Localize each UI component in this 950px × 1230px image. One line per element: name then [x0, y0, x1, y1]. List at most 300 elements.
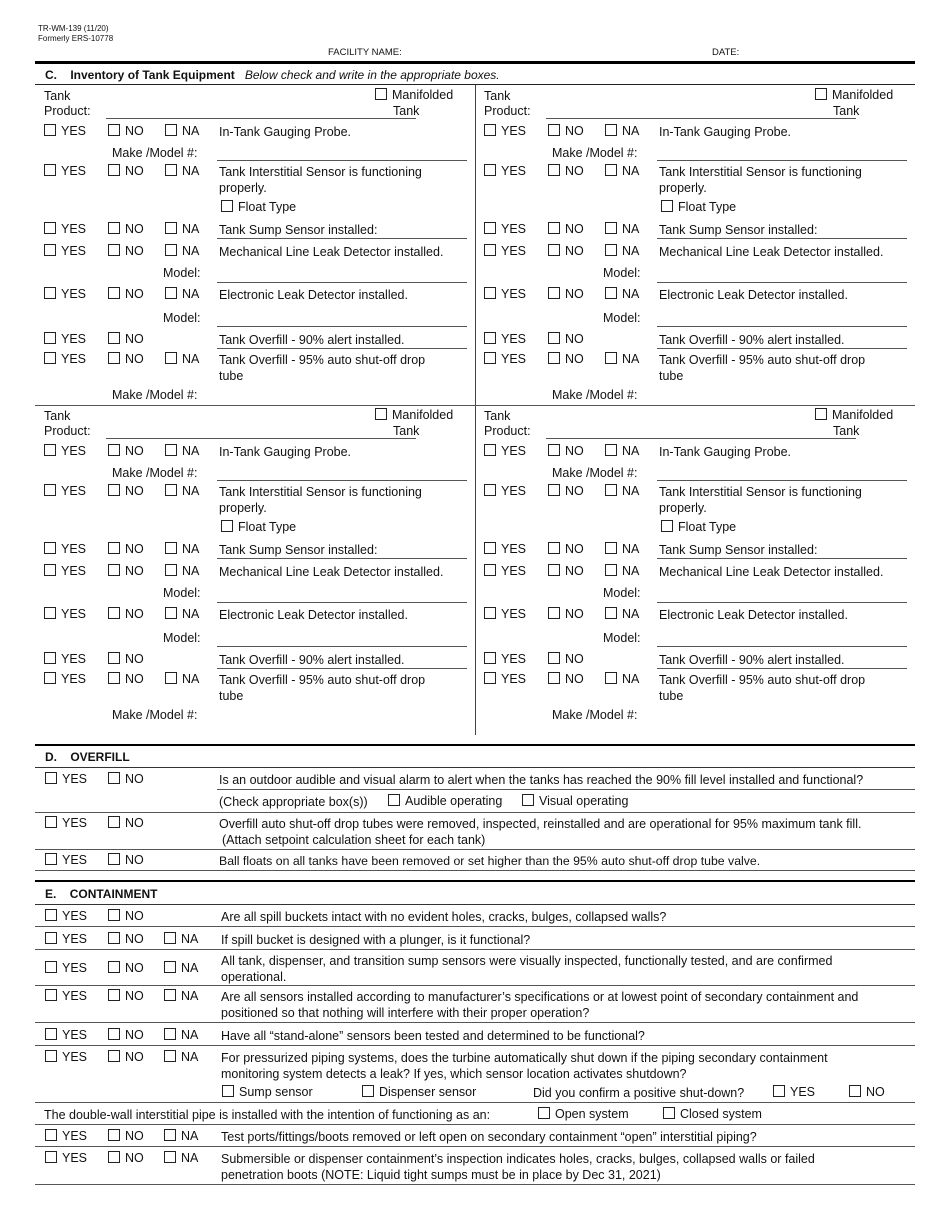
tank1-float-type-checkbox[interactable]: Float Type — [221, 200, 296, 214]
tank4-probe-na[interactable]: NA — [605, 444, 639, 458]
tank1-mech-line — [217, 282, 467, 283]
tank3-sump-na[interactable]: NA — [165, 542, 199, 556]
checkbox[interactable] — [108, 287, 120, 299]
e6-dispenser-sensor[interactable]: Dispenser sensor — [362, 1085, 476, 1099]
checkbox[interactable] — [164, 1129, 176, 1141]
tank3-overfill90-question: Tank Overfill - 90% alert installed. — [219, 653, 405, 667]
tank2-overfill95-line2: tube — [659, 369, 684, 383]
checkbox[interactable] — [45, 909, 57, 921]
checkbox[interactable] — [548, 164, 560, 176]
checkbox[interactable] — [548, 564, 560, 576]
checkbox[interactable] — [548, 607, 560, 619]
tank1-interstitial-na[interactable]: NA — [165, 164, 199, 178]
checkbox[interactable] — [44, 287, 56, 299]
checkbox[interactable] — [44, 484, 56, 496]
checkbox[interactable] — [108, 652, 120, 664]
tank2-mech-line — [657, 282, 907, 283]
tank4-sump-no[interactable]: NO — [548, 542, 584, 556]
checkbox[interactable] — [44, 332, 56, 344]
checkbox[interactable] — [165, 444, 177, 456]
checkbox[interactable] — [222, 1085, 234, 1097]
tank2-sump-line — [657, 238, 907, 239]
column-divider — [475, 85, 476, 735]
d2-no[interactable]: NO — [108, 816, 144, 830]
tank2-overfill90-no[interactable]: NO — [548, 332, 584, 346]
tank3-overfill95-yes[interactable]: YES — [44, 672, 86, 686]
tank2-elec-yes[interactable]: YES — [484, 287, 526, 301]
checkbox[interactable] — [522, 794, 534, 806]
checkbox[interactable] — [164, 932, 176, 944]
tank4-sump-line — [657, 558, 907, 559]
d1-yes[interactable]: YES — [45, 772, 87, 786]
checkbox[interactable] — [484, 124, 496, 136]
tank2-interstitial-no[interactable]: NO — [548, 164, 584, 178]
d1-audible[interactable]: Audible operating — [388, 794, 502, 808]
checkbox[interactable] — [165, 484, 177, 496]
checkbox[interactable] — [45, 1028, 57, 1040]
checkbox[interactable] — [108, 542, 120, 554]
checkbox[interactable] — [605, 164, 617, 176]
tank2-probe-yes[interactable]: YES — [484, 124, 526, 138]
tank4-manifolded-checkbox[interactable]: Manifolded — [815, 408, 893, 422]
tank3-sump-line — [217, 558, 467, 559]
tank3-mech-model-label: Model: — [163, 586, 201, 600]
checkbox[interactable] — [548, 287, 560, 299]
tank1-probe-na[interactable]: NA — [165, 124, 199, 138]
e6-yes[interactable]: YES — [45, 1050, 87, 1064]
checkbox[interactable] — [605, 444, 617, 456]
checkbox[interactable] — [484, 564, 496, 576]
checkbox[interactable] — [108, 1129, 120, 1141]
checkbox[interactable] — [44, 672, 56, 684]
tank2-elec-na[interactable]: NA — [605, 287, 639, 301]
tank2-elec-question: Electronic Leak Detector installed. — [659, 288, 848, 302]
checkbox[interactable] — [605, 672, 617, 684]
checkbox[interactable] — [815, 88, 827, 100]
tank4-overfill90-yes[interactable]: YES — [484, 652, 526, 666]
tank4-elec-no[interactable]: NO — [548, 607, 584, 621]
tank1-elec-na[interactable]: NA — [165, 287, 199, 301]
checkbox[interactable] — [44, 222, 56, 234]
e7-na[interactable]: NA — [164, 1129, 198, 1143]
e1-question: Are all spill buckets intact with no evident holes, cracks, bulges, collapsed walls? — [221, 910, 667, 924]
checkbox[interactable] — [165, 124, 177, 136]
d-row-rule — [35, 849, 915, 850]
checkbox[interactable] — [605, 222, 617, 234]
checkbox[interactable] — [164, 961, 176, 973]
tank1-overfill95-na[interactable]: NA — [165, 352, 199, 366]
checkbox[interactable] — [548, 124, 560, 136]
checkbox[interactable] — [108, 484, 120, 496]
tank3-probe-na[interactable]: NA — [165, 444, 199, 458]
e1-yes[interactable]: YES — [45, 909, 87, 923]
tank4-overfill95-na[interactable]: NA — [605, 672, 639, 686]
checkbox[interactable] — [44, 542, 56, 554]
tank2-overfill90-yes[interactable]: YES — [484, 332, 526, 346]
checkbox[interactable] — [538, 1107, 550, 1119]
tank2-interstitial-question: Tank Interstitial Sensor is functioning — [659, 165, 862, 179]
checkbox[interactable] — [165, 564, 177, 576]
checkbox[interactable] — [108, 564, 120, 576]
tank4-mech-yes[interactable]: YES — [484, 564, 526, 578]
e7-no[interactable]: NO — [108, 1129, 144, 1143]
d2-yes[interactable]: YES — [45, 816, 87, 830]
tank1-manifolded-checkbox[interactable]: Manifolded — [375, 88, 453, 102]
checkbox[interactable] — [44, 444, 56, 456]
e6-sump-sensor[interactable]: Sump sensor — [222, 1085, 313, 1099]
tank1-mech-question: Mechanical Line Leak Detector installed. — [219, 245, 444, 259]
checkbox[interactable] — [484, 607, 496, 619]
checkbox[interactable] — [773, 1085, 785, 1097]
tank2-elec-no[interactable]: NO — [548, 287, 584, 301]
tank4-interstitial-yes[interactable]: YES — [484, 484, 526, 498]
checkbox[interactable] — [108, 909, 120, 921]
checkbox[interactable] — [108, 222, 120, 234]
tank1-interstitial-no[interactable]: NO — [108, 164, 144, 178]
checkbox[interactable] — [849, 1085, 861, 1097]
tank4-overfill95-no[interactable]: NO — [548, 672, 584, 686]
e2-na[interactable]: NA — [164, 932, 198, 946]
checkbox[interactable] — [108, 124, 120, 136]
tank1-probe-yes[interactable]: YES — [44, 124, 86, 138]
checkbox[interactable] — [221, 520, 233, 532]
tank3-probe-question: In-Tank Gauging Probe. — [219, 445, 352, 459]
checkbox[interactable] — [45, 1129, 57, 1141]
checkbox[interactable] — [605, 124, 617, 136]
checkbox[interactable] — [484, 444, 496, 456]
tank4-probe-line — [657, 480, 907, 481]
checkbox[interactable] — [45, 989, 57, 1001]
checkbox[interactable] — [484, 542, 496, 554]
tank1-sump-na[interactable]: NA — [165, 222, 199, 236]
checkbox[interactable] — [108, 444, 120, 456]
e4-yes[interactable]: YES — [45, 989, 87, 1003]
d3-yes[interactable]: YES — [45, 853, 87, 867]
checkbox[interactable] — [45, 961, 57, 973]
e6-confirm-no[interactable]: NO — [849, 1085, 885, 1099]
tank4-probe-question: In-Tank Gauging Probe. — [659, 445, 792, 459]
tank3-overfill90-yes[interactable]: YES — [44, 652, 86, 666]
e6-confirm-yes[interactable]: YES — [773, 1085, 815, 1099]
checkbox[interactable] — [164, 1028, 176, 1040]
tank4-elec-yes[interactable]: YES — [484, 607, 526, 621]
tank1-overfill95-line2: tube — [219, 369, 244, 383]
checkbox[interactable] — [548, 672, 560, 684]
tank4-float-type-checkbox[interactable]: Float Type — [661, 520, 736, 534]
tank4-interstitial-no[interactable]: NO — [548, 484, 584, 498]
tank3-mech-line — [217, 602, 467, 603]
checkbox[interactable] — [108, 961, 120, 973]
d1-visual[interactable]: Visual operating — [522, 794, 628, 808]
e-row-rule — [35, 1102, 915, 1103]
checkbox[interactable] — [45, 816, 57, 828]
checkbox[interactable] — [663, 1107, 675, 1119]
tank4-overfill90-no[interactable]: NO — [548, 652, 584, 666]
e4-na[interactable]: NA — [164, 989, 198, 1003]
checkbox[interactable] — [605, 484, 617, 496]
checkbox[interactable] — [108, 816, 120, 828]
tank3-overfill95-na[interactable]: NA — [165, 672, 199, 686]
checkbox[interactable] — [108, 1151, 120, 1163]
tank3-interstitial-na[interactable]: NA — [165, 484, 199, 498]
tank3-mech-na[interactable]: NA — [165, 564, 199, 578]
checkbox[interactable] — [165, 164, 177, 176]
checkbox[interactable] — [362, 1085, 374, 1097]
tank4-tank-label: Tank — [484, 409, 511, 423]
checkbox[interactable] — [45, 772, 57, 784]
tank3-overfill90-no[interactable]: NO — [108, 652, 144, 666]
tank2-elec-model-label: Model: — [603, 311, 641, 325]
tank3-sump-no[interactable]: NO — [108, 542, 144, 556]
tank1-overfill95-question: Tank Overfill - 95% auto shut-off drop — [219, 353, 426, 367]
checkbox[interactable] — [108, 853, 120, 865]
checkbox[interactable] — [548, 332, 560, 344]
checkbox[interactable] — [484, 164, 496, 176]
checkbox[interactable] — [605, 352, 617, 364]
section-e-top-rule — [35, 880, 915, 882]
checkbox[interactable] — [164, 989, 176, 1001]
e5-yes[interactable]: YES — [45, 1028, 87, 1042]
tank1-probe-no[interactable]: NO — [108, 124, 144, 138]
checkbox[interactable] — [548, 244, 560, 256]
checkbox[interactable] — [605, 244, 617, 256]
checkbox[interactable] — [44, 244, 56, 256]
checkbox[interactable] — [45, 932, 57, 944]
tank1-elec-line — [217, 326, 467, 327]
checkbox[interactable] — [484, 244, 496, 256]
e8-yes[interactable]: YES — [45, 1151, 87, 1165]
tank1-elec-no[interactable]: NO — [108, 287, 144, 301]
tank3-product-label: Product: — [44, 424, 91, 438]
checkbox[interactable] — [108, 164, 120, 176]
tank1-mech-yes[interactable]: YES — [44, 244, 86, 258]
checkbox[interactable] — [45, 853, 57, 865]
tank2-product-line — [546, 118, 856, 119]
checkbox[interactable] — [164, 1050, 176, 1062]
e3-na[interactable]: NA — [164, 961, 198, 975]
tank3-elec-na[interactable]: NA — [165, 607, 199, 621]
e3-yes[interactable]: YES — [45, 961, 87, 975]
e5-na[interactable]: NA — [164, 1028, 198, 1042]
checkbox[interactable] — [44, 652, 56, 664]
tank3-probe-yes[interactable]: YES — [44, 444, 86, 458]
checkbox[interactable] — [108, 772, 120, 784]
checkbox[interactable] — [388, 794, 400, 806]
checkbox[interactable] — [108, 989, 120, 1001]
checkbox[interactable] — [484, 332, 496, 344]
tank4-overfill95-yes[interactable]: YES — [484, 672, 526, 686]
checkbox[interactable] — [484, 672, 496, 684]
checkbox[interactable] — [815, 408, 827, 420]
tank2-mech-na[interactable]: NA — [605, 244, 639, 258]
tank2-tank-label: Tank — [484, 89, 511, 103]
tank1-sump-line — [217, 238, 467, 239]
checkbox[interactable] — [44, 352, 56, 364]
tank1-product-line — [106, 118, 416, 119]
checkbox[interactable] — [484, 652, 496, 664]
tank1-overfill90-no[interactable]: NO — [108, 332, 144, 346]
checkbox[interactable] — [548, 542, 560, 554]
e4-question-line1: Are all sensors installed according to manufacturer’s specifications or at lowest point of secondary containment and — [221, 990, 859, 1004]
checkbox[interactable] — [484, 484, 496, 496]
facility-name-label: FACILITY NAME: — [328, 47, 402, 58]
checkbox[interactable] — [44, 564, 56, 576]
tank4-elec-na[interactable]: NA — [605, 607, 639, 621]
open-system-option[interactable]: Open system — [538, 1107, 629, 1121]
checkbox[interactable] — [45, 1050, 57, 1062]
tank3-product-line — [106, 438, 416, 439]
checkbox[interactable] — [605, 287, 617, 299]
checkbox[interactable] — [165, 542, 177, 554]
checkbox[interactable] — [548, 222, 560, 234]
tank1-overfill95-no[interactable]: NO — [108, 352, 144, 366]
section-d-title: D. OVERFILL — [45, 750, 130, 764]
tank2-mech-yes[interactable]: YES — [484, 244, 526, 258]
e3-no[interactable]: NO — [108, 961, 144, 975]
d-row-rule — [35, 870, 915, 871]
checkbox[interactable] — [484, 287, 496, 299]
tank4-manifolded-tank-label: Tank — [833, 424, 860, 438]
e8-question-line2: penetration boots (NOTE: Liquid tight sumps must be in place by Dec 31, 2021) — [221, 1168, 661, 1182]
date-label: DATE: — [712, 47, 740, 58]
e8-na[interactable]: NA — [164, 1151, 198, 1165]
checkbox[interactable] — [44, 164, 56, 176]
checkbox[interactable] — [108, 672, 120, 684]
tank2-probe-na[interactable]: NA — [605, 124, 639, 138]
tank3-manifolded-checkbox[interactable]: Manifolded — [375, 408, 453, 422]
e2-no[interactable]: NO — [108, 932, 144, 946]
tank4-sump-na[interactable]: NA — [605, 542, 639, 556]
tank1-elec-yes[interactable]: YES — [44, 287, 86, 301]
checkbox[interactable] — [108, 244, 120, 256]
checkbox[interactable] — [661, 520, 673, 532]
checkbox[interactable] — [605, 607, 617, 619]
e7-yes[interactable]: YES — [45, 1129, 87, 1143]
tank1-interstitial-yes[interactable]: YES — [44, 164, 86, 178]
tank1-sump-yes[interactable]: YES — [44, 222, 86, 236]
tank1-probe-line — [217, 160, 467, 161]
checkbox[interactable] — [375, 408, 387, 420]
checkbox[interactable] — [44, 607, 56, 619]
tank2-overfill95-yes[interactable]: YES — [484, 352, 526, 366]
checkbox[interactable] — [165, 672, 177, 684]
checkbox[interactable] — [605, 542, 617, 554]
tank3-mech-no[interactable]: NO — [108, 564, 144, 578]
tank2-interstitial-line2: properly. — [659, 181, 707, 195]
tank1-mech-no[interactable]: NO — [108, 244, 144, 258]
e4-no[interactable]: NO — [108, 989, 144, 1003]
checkbox[interactable] — [548, 484, 560, 496]
tank4-probe-yes[interactable]: YES — [484, 444, 526, 458]
checkbox[interactable] — [548, 352, 560, 364]
tank4-interstitial-na[interactable]: NA — [605, 484, 639, 498]
tank4-sump-question: Tank Sump Sensor installed: — [659, 543, 818, 557]
e-row-rule — [35, 985, 915, 986]
tank3-mech-yes[interactable]: YES — [44, 564, 86, 578]
checkbox[interactable] — [661, 200, 673, 212]
closed-system-option[interactable]: Closed system — [663, 1107, 762, 1121]
e2-yes[interactable]: YES — [45, 932, 87, 946]
checkbox[interactable] — [165, 352, 177, 364]
checkbox[interactable] — [45, 1151, 57, 1163]
tank2-interstitial-na[interactable]: NA — [605, 164, 639, 178]
tank2-probe-question: In-Tank Gauging Probe. — [659, 125, 792, 139]
tank3-interstitial-line2: properly. — [219, 501, 267, 515]
tank3-interstitial-no[interactable]: NO — [108, 484, 144, 498]
tank3-elec-yes[interactable]: YES — [44, 607, 86, 621]
checkbox[interactable] — [108, 932, 120, 944]
checkbox[interactable] — [108, 1050, 120, 1062]
tank2-mech-no[interactable]: NO — [548, 244, 584, 258]
tank2-sump-no[interactable]: NO — [548, 222, 584, 236]
d1-no[interactable]: NO — [108, 772, 144, 786]
tank2-probe-no[interactable]: NO — [548, 124, 584, 138]
tank2-float-type-checkbox[interactable]: Float Type — [661, 200, 736, 214]
checkbox[interactable] — [221, 200, 233, 212]
tank2-manifolded-checkbox[interactable]: Manifolded — [815, 88, 893, 102]
tank1-mech-na[interactable]: NA — [165, 244, 199, 258]
tank2-sump-yes[interactable]: YES — [484, 222, 526, 236]
tank3-float-type-checkbox[interactable]: Float Type — [221, 520, 296, 534]
tank2-sump-na[interactable]: NA — [605, 222, 639, 236]
checkbox[interactable] — [165, 287, 177, 299]
tank1-overfill95-yes[interactable]: YES — [44, 352, 86, 366]
e-row-rule — [35, 926, 915, 927]
tank4-mech-no[interactable]: NO — [548, 564, 584, 578]
checkbox[interactable] — [375, 88, 387, 100]
tank1-sump-no[interactable]: NO — [108, 222, 144, 236]
checkbox[interactable] — [484, 352, 496, 364]
section-e-rule — [35, 904, 915, 905]
tank2-overfill95-no[interactable]: NO — [548, 352, 584, 366]
checkbox[interactable] — [108, 1028, 120, 1040]
tank3-elec-question: Electronic Leak Detector installed. — [219, 608, 408, 622]
checkbox[interactable] — [44, 124, 56, 136]
e8-no[interactable]: NO — [108, 1151, 144, 1165]
tank2-interstitial-yes[interactable]: YES — [484, 164, 526, 178]
checkbox[interactable] — [108, 332, 120, 344]
checkbox[interactable] — [548, 652, 560, 664]
tank3-sump-yes[interactable]: YES — [44, 542, 86, 556]
checkbox[interactable] — [165, 222, 177, 234]
e6-na[interactable]: NA — [164, 1050, 198, 1064]
tank4-probe-no[interactable]: NO — [548, 444, 584, 458]
checkbox[interactable] — [165, 607, 177, 619]
checkbox[interactable] — [108, 607, 120, 619]
d3-no[interactable]: NO — [108, 853, 144, 867]
tank3-overfill95-no[interactable]: NO — [108, 672, 144, 686]
tank1-probe-question: In-Tank Gauging Probe. — [219, 125, 352, 139]
checkbox[interactable] — [605, 564, 617, 576]
checkbox[interactable] — [164, 1151, 176, 1163]
tank3-elec-no[interactable]: NO — [108, 607, 144, 621]
tank2-overfill95-na[interactable]: NA — [605, 352, 639, 366]
tank3-probe-no[interactable]: NO — [108, 444, 144, 458]
tank4-product-label: Product: — [484, 424, 531, 438]
checkbox[interactable] — [165, 244, 177, 256]
e1-no[interactable]: NO — [108, 909, 144, 923]
tank3-interstitial-yes[interactable]: YES — [44, 484, 86, 498]
e6-no[interactable]: NO — [108, 1050, 144, 1064]
tank4-mech-na[interactable]: NA — [605, 564, 639, 578]
checkbox[interactable] — [108, 352, 120, 364]
checkbox[interactable] — [484, 222, 496, 234]
tank4-sump-yes[interactable]: YES — [484, 542, 526, 556]
tank1-sump-question: Tank Sump Sensor installed: — [219, 223, 378, 237]
checkbox[interactable] — [548, 444, 560, 456]
tank1-overfill90-yes[interactable]: YES — [44, 332, 86, 346]
e5-no[interactable]: NO — [108, 1028, 144, 1042]
